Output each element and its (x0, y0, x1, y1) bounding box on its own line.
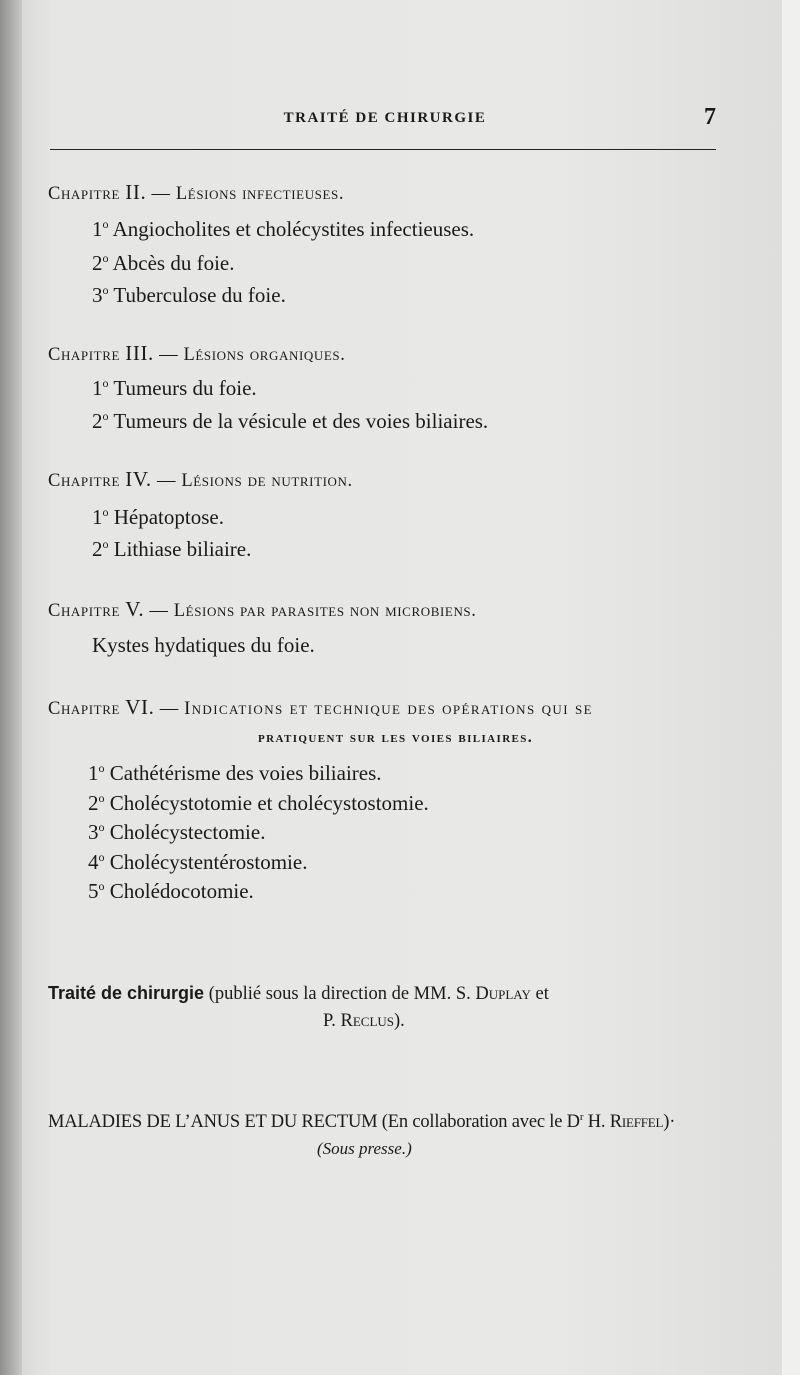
list-item (92, 283, 286, 308)
item-ordinal-suffix: o (102, 376, 109, 390)
list-item (88, 820, 265, 845)
running-head (50, 104, 720, 134)
list-item (92, 251, 234, 276)
item-ordinal: 2 (92, 409, 103, 433)
chapter-prefix: Chapitre (48, 184, 121, 204)
item-ordinal: 1 (88, 761, 99, 785)
item-ordinal: 2 (92, 537, 103, 561)
item-ordinal-suffix: o (98, 879, 105, 893)
item-ordinal: 2 (88, 791, 99, 815)
item-ordinal-suffix: o (102, 409, 109, 423)
chapter-number: II. (125, 180, 147, 204)
chapter-heading-vi (48, 695, 593, 720)
item-text: Tumeurs de la vésicule et des voies biliaires. (113, 409, 489, 433)
book-description: (En collaboration avec le D (377, 1112, 580, 1133)
running-title: TRAITÉ DE CHIRURGIE (283, 110, 487, 126)
item-ordinal: 1 (92, 217, 103, 241)
header-rule (50, 149, 716, 150)
item-ordinal-suffix: o (102, 251, 109, 265)
item-text: Abcès du foie. (112, 251, 235, 275)
chapter-prefix: Chapitre (48, 471, 121, 491)
item-text: Tumeurs du foie. (113, 376, 257, 400)
list-item (92, 633, 315, 658)
item-text: Angiocholites et cholécystites infectieuses. (112, 217, 475, 241)
item-ordinal-suffix: o (98, 791, 105, 805)
chapter-dash: — (159, 345, 179, 365)
list-item (92, 537, 251, 562)
book-description-close: ). (394, 1011, 405, 1031)
list-item (88, 791, 429, 816)
chapter-number: VI. (125, 695, 155, 719)
chapter-dash: — (149, 601, 169, 621)
item-text: Hépatoptose. (113, 505, 224, 529)
item-ordinal: 1 (92, 376, 103, 400)
book-description: (publié sous la direction de MM. S. (204, 984, 476, 1004)
author-name: H. Rieffel (583, 1112, 664, 1133)
chapter-number: V. (125, 597, 145, 621)
chapter-prefix: Chapitre (48, 345, 121, 365)
author-initial: P. (323, 1011, 341, 1031)
list-item (88, 761, 382, 786)
item-ordinal-suffix: o (102, 537, 109, 551)
item-ordinal: 4 (88, 850, 99, 874)
item-text: Cholécystotomie et cholécystostomie. (109, 791, 429, 815)
chapter-title: Lésions infectieuses. (175, 184, 345, 204)
chapter-title: Lésions de nutrition. (181, 471, 353, 491)
item-ordinal: 5 (88, 879, 99, 903)
chapter-heading-iv (48, 467, 353, 492)
item-ordinal-suffix: o (98, 820, 105, 834)
page-right-margin (782, 0, 800, 1375)
item-text: Cholécystentérostomie. (109, 850, 308, 874)
title-abbrev-sup: r (579, 1111, 584, 1123)
item-ordinal-suffix: o (98, 761, 105, 775)
item-ordinal: 1 (92, 505, 103, 529)
item-ordinal: 3 (88, 820, 99, 844)
list-item (88, 879, 254, 904)
chapter-dash: — (151, 184, 171, 204)
chapter-prefix: Chapitre (48, 699, 121, 719)
book-description-close: )· (663, 1112, 676, 1133)
author-name: Reclus (340, 1011, 395, 1031)
book-entry-traite-continuation (323, 1011, 405, 1032)
item-text: Cathétérisme des voies biliaires. (109, 761, 382, 785)
chapter-heading-v (48, 597, 477, 622)
chapter-title: Lésions organiques. (183, 345, 346, 365)
list-item (92, 409, 488, 434)
page-paper (22, 0, 782, 1375)
item-text: Lithiase biliaire. (113, 537, 252, 561)
chapter-dash: — (159, 699, 179, 719)
book-title: MALADIES DE L’ANUS ET DU RECTUM (48, 1112, 378, 1133)
book-entry-traite (48, 983, 549, 1005)
book-entry-maladies (48, 1111, 675, 1133)
chapter-heading-ii (48, 180, 344, 205)
item-ordinal: 2 (92, 251, 103, 275)
book-description-end: et (530, 984, 549, 1004)
list-item (92, 376, 257, 401)
chapter-number: III. (125, 341, 154, 365)
chapter-title-continuation: pratiquent sur les voies biliaires. (258, 729, 534, 746)
chapter-prefix: Chapitre (48, 601, 121, 621)
chapter-number: IV. (125, 467, 152, 491)
list-item (88, 850, 307, 875)
author-name: Duplay (475, 984, 531, 1004)
list-item (92, 217, 474, 242)
item-ordinal-suffix: o (102, 505, 109, 519)
item-ordinal-suffix: o (102, 283, 109, 297)
chapter-dash: — (157, 471, 177, 491)
item-text: Cholécystectomie. (109, 820, 266, 844)
item-ordinal: 3 (92, 283, 103, 307)
item-ordinal-suffix: o (98, 850, 105, 864)
chapter-title: Indications et technique des opérations qui se (184, 699, 593, 719)
page-gutter-shadow (0, 0, 22, 1375)
page-number: 7 (704, 104, 716, 130)
chapter-heading-iii (48, 341, 345, 366)
book-title: Traité de chirurgie (48, 983, 205, 1003)
list-item (92, 505, 224, 530)
item-text: Cholédocotomie. (109, 879, 254, 903)
book-status-note: (Sous presse.) (317, 1139, 412, 1158)
item-ordinal-suffix: o (102, 217, 109, 231)
item-text: Tuberculose du foie. (113, 283, 286, 307)
chapter-title: Lésions par parasites non microbiens. (173, 601, 477, 621)
item-text: Kystes hydatiques du foie. (92, 633, 315, 657)
